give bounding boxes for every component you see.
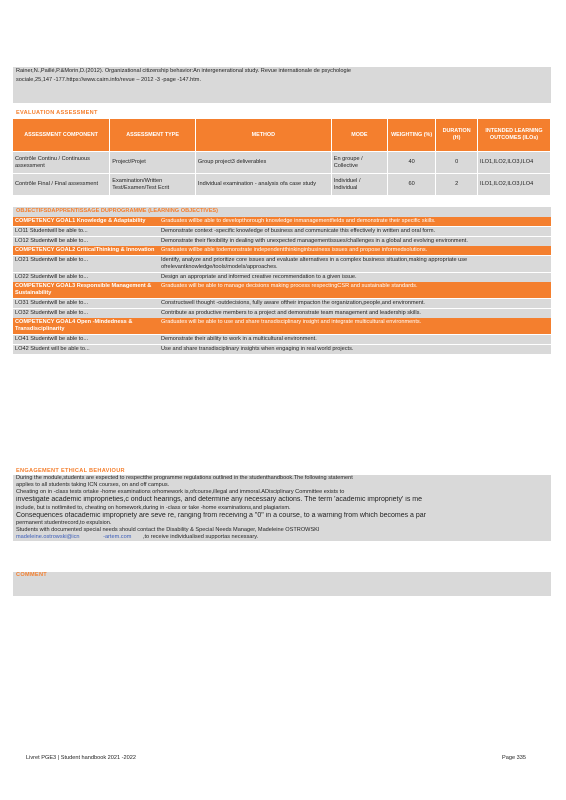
ethics-line-3: Cheating on in -class tests ortake -home examinations orhomework is,ofcourse,illegal and immoral.ADisciplinary Committee exists to — [16, 488, 345, 495]
cell-mode: En groupe / Collective — [331, 152, 387, 174]
cell-method: Individual examination - analysis ofa case study — [195, 174, 331, 196]
ethics-title: ENGAGEMENT ETHICAL BEHAVIOUR — [13, 468, 551, 475]
lo-id: LO21 Studentwill be able to... — [13, 255, 159, 272]
header-type: ASSESSMENT TYPE — [110, 119, 196, 152]
cell-duration: 2 — [436, 174, 478, 196]
lo-text: Design an appropriate and informed creative recommendation to a given issue. — [159, 272, 523, 281]
cell-ilos: ILO1,ILO2,ILO3,ILO4 — [478, 152, 551, 174]
lo-text: Contribute as productive members to a project and demonstrate team management and leadership skills. — [159, 308, 523, 317]
learning-objective-row — [13, 344, 551, 353]
lo-id: LO31 Studentwill be able to... — [13, 298, 159, 308]
table-row — [13, 152, 551, 174]
ethics-line-1: During the module,students are expected to respectthe programme regulations outlined in the studenthandbook.The following statement — [16, 474, 353, 481]
evaluation-header-row — [13, 119, 551, 152]
lo-text: Use and share transdisciplinary insights when engaging in real world projects. — [159, 344, 523, 353]
ethics-line-4: investigate academic improprieties,c onduct hearings, and determine any necessary actions. The term 'academic impropriety' is me — [16, 495, 423, 503]
learning-objective-row — [13, 255, 551, 272]
header-mode: MODE — [331, 119, 387, 152]
ethics-line-8: Students with documented special needs should contact the Disability & Special Needs Manager, Madeleine OSTROWSKI — [16, 527, 320, 534]
lo-id: LO42 Student will be able to... — [13, 344, 159, 353]
competency-row — [13, 246, 551, 255]
competency-row — [13, 318, 551, 334]
ethics-line-2: applies to all students taking ICN courses, on and off campus. — [16, 481, 170, 488]
comment-title: COMMENT — [13, 572, 551, 596]
cell-type: Project/Projet — [110, 152, 196, 174]
header-method: METHOD — [195, 119, 331, 152]
ethics-line-6: Consequences ofacademic impropriety are seve re, ranging from receiving a "0" in a course, to a warning from which becomes a par — [16, 511, 427, 519]
competency-goal: Graduates willbe able todemonstrate independentthinkinginbusiness issues and propose informedsolutions. — [159, 246, 551, 255]
lo-id: LO22 Studentwill be able to... — [13, 272, 159, 281]
page-footer — [26, 755, 526, 762]
learning-objective-row — [13, 236, 551, 245]
competency-row — [13, 217, 551, 226]
header-weighting: WEIGHTING (%) — [387, 119, 435, 152]
reference-line-2: sociale,25,147 -177.https://www.cairn.info/revue – 2012 -3 -page -147.htm. — [16, 76, 202, 83]
lo-id: LO41 Studentwill be able to... — [13, 334, 159, 344]
footer-left: Livret PGE3 | Student handbook 2021 -2022 — [26, 755, 136, 761]
competency-title: COMPETENCY GOAL2 CriticalThinking & Innovation — [13, 246, 159, 255]
table-row — [13, 174, 551, 196]
competency-title: COMPETENCY GOAL4 Open -Mindedness & Transdisciplinarity — [13, 318, 159, 334]
competency-title: COMPETENCY GOAL3 Responsible Management & Sustainability — [13, 282, 159, 298]
evaluation-section — [13, 110, 551, 195]
lo-id: LO12 Studentwill be able to... — [13, 236, 159, 245]
objectives-table — [13, 217, 551, 354]
lo-text: Demonstrate their ability to work in a multicultural environment. — [159, 334, 523, 344]
ethics-contact-line — [13, 534, 551, 541]
contact-tail: ,to receive individualised supportas necessary. — [142, 534, 259, 541]
header-ilos: INTENDED LEARNING OUTCOMES (ILOs) — [478, 119, 551, 152]
learning-objective-row — [13, 334, 551, 344]
cell-type: Examination/Written Test/Examen/Test Ecrit — [110, 174, 196, 196]
lo-id: LO32 Studentwill be able to... — [13, 308, 159, 317]
learning-objective-row — [13, 298, 551, 308]
lo-text: Constructwell thought -outdecisions, fully aware oftheir impacton the organization,people,and environment. — [159, 298, 523, 308]
evaluation-title: EVALUATION ASSESSMENT — [16, 110, 98, 116]
lo-text: Identify, analyze and prioritize core issues and evaluate alternatives in a complex business situation,making appropriate use ofrelevantknowledge/tools/models/approaches. — [159, 255, 523, 272]
lo-text: Demonstrate their flexibility in dealing with unexpected managementissues/challenges in a global and evolving environment. — [159, 236, 523, 245]
email-link[interactable]: madeleine.ostrowski@icn — [16, 534, 80, 541]
page-number: Page 335 — [502, 755, 526, 761]
ethics-line-7: permanent studentrecord,to expulsion. — [16, 520, 112, 527]
competency-row — [13, 282, 551, 298]
reference-block — [13, 67, 551, 103]
cell-method: Group project3 deliverables — [195, 152, 331, 174]
comment-section — [13, 572, 551, 596]
cell-component: Contrôle Final / Final assessment — [13, 174, 110, 196]
cell-weighting: 60 — [387, 174, 435, 196]
objectives-section — [13, 207, 551, 354]
email-link-domain[interactable]: -artem.com — [103, 534, 132, 541]
learning-objective-row — [13, 272, 551, 281]
header-component: ASSESSMENT COMPONENT — [13, 119, 110, 152]
competency-goal: Graduates will be able to manage decisions making process respectingCSR and sustainable standards. — [159, 282, 551, 298]
ethics-section — [13, 468, 551, 541]
competency-goal: Graduates will be able to use and share transdisciplinary insight and integrate multicultural environments. — [159, 318, 551, 334]
cell-weighting: 40 — [387, 152, 435, 174]
cell-mode: Individuel / Individual — [331, 174, 387, 196]
lo-id: LO11 Studentwill be able to... — [13, 226, 159, 236]
lo-text: Demonstrate context -specific knowledge of business and communicate this effectively in written and oral form. — [159, 226, 523, 236]
ethics-line-5: include, but is notlimited to, cheating on homework,during in -class or take -home examinations,and plagiarism. — [16, 504, 291, 511]
learning-objective-row — [13, 308, 551, 317]
header-duration: DURATION (H) — [436, 119, 478, 152]
reference-line-1: Rainer,N.,Paillé,P.&Morin,D.(2012). Organizational citizenship behavior:An intergenerational study. Revue internationale de psychologie — [16, 68, 351, 74]
learning-objective-row — [13, 226, 551, 236]
cell-duration: 0 — [436, 152, 478, 174]
competency-goal: Graduates willbe able to developthorough knowledge inmanagementfields and demonstrate their specific skills. — [159, 217, 551, 226]
objectives-title: OBJECTIFSDAPPRENTISSAGE DUPROGRAMME (LEARNING OBJECTIVES) — [13, 207, 551, 217]
competency-title: COMPETENCY GOAL1 Knowledge & Adaptability — [13, 217, 159, 226]
evaluation-table — [13, 119, 551, 195]
cell-component: Contrôle Continu / Continuous assessment — [13, 152, 110, 174]
cell-ilos: ILO1,ILO2,ILO3,ILO4 — [478, 174, 551, 196]
